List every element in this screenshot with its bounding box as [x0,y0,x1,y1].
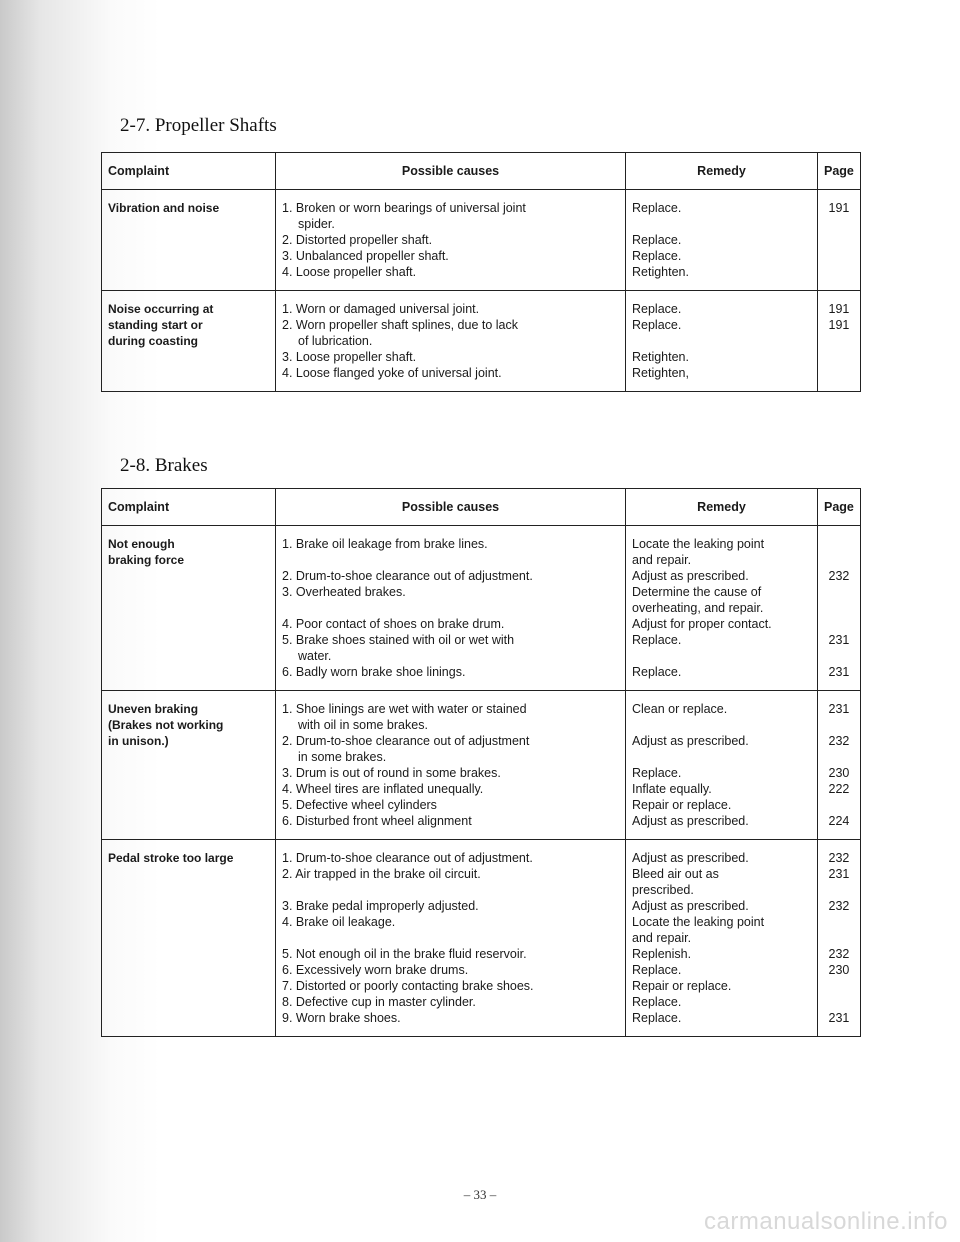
page-ref: 230 [828,963,850,977]
cause-text: 7. Distorted or poorly contacting brake shoes. [282,979,534,993]
header-complaint: Complaint [102,489,276,526]
complaint-cell [102,526,276,691]
page-ref [824,648,854,664]
remedy-text: and repair. [632,931,692,945]
remedy-text: Retighten. [632,350,689,364]
table-header-row [102,489,861,526]
page-ref: 191 [828,302,850,316]
cause-text: 1. Shoe linings are wet with water or stained [282,702,527,716]
page-ref [824,248,854,264]
page-ref [824,930,854,946]
header-page: Page [818,489,861,526]
header-possible-causes: Possible causes [276,153,626,190]
page-ref: 231 [828,1011,850,1025]
cause-text: 5. Brake shoes stained with oil or wet with [282,633,515,647]
remedy-text: Replace. [632,201,682,215]
remedy-text: Locate the leaking point [632,537,765,551]
causes-cell [276,840,626,1037]
cause-text: 4. Poor contact of shoes on brake drum. [282,617,505,631]
brakes-table [101,488,861,1037]
complaint-text: braking force [108,553,185,567]
page-cell [818,190,861,291]
page-ref [824,365,854,381]
remedy-text: Adjust as prescribed. [632,899,749,913]
page-ref [824,216,854,232]
section-title-propeller-shafts: 2-7. Propeller Shafts [120,115,277,136]
remedy-text: Adjust as prescribed. [632,569,749,583]
remedy-text [632,333,811,349]
cause-text: 1. Drum-to-shoe clearance out of adjustment. [282,851,533,865]
cause-text [282,552,619,568]
cause-text: 1. Worn or damaged universal joint. [282,302,480,316]
remedy-text [632,749,811,765]
remedy-text [632,717,811,733]
page-ref [824,264,854,280]
remedy-text: Replace. [632,249,682,263]
page-ref [824,232,854,248]
table-body [102,190,861,392]
table-row [102,840,861,1037]
cause-text [282,600,619,616]
remedy-text: Locate the leaking point [632,915,765,929]
table-row [102,691,861,840]
remedy-text: Retighten, [632,366,689,380]
page-ref: 232 [828,947,850,961]
remedy-text [632,648,811,664]
remedy-cell [626,840,818,1037]
remedy-text: and repair. [632,553,692,567]
complaint-text: Noise occurring at [108,302,214,316]
cause-text: 5. Defective wheel cylinders [282,798,437,812]
remedy-text: Replace. [632,995,682,1009]
remedy-text: overheating, and repair. [632,601,764,615]
section-title-brakes: 2-8. Brakes [120,455,208,476]
causes-cell [276,291,626,392]
cause-text: 4. Brake oil leakage. [282,915,396,929]
header-page: Page [818,153,861,190]
cause-text: in some brakes. [298,750,387,764]
cause-text: 3. Brake pedal improperly adjusted. [282,899,479,913]
complaint-text: Uneven braking [108,702,199,716]
complaint-cell [102,840,276,1037]
page-ref [824,797,854,813]
page-cell [818,691,861,840]
complaint-text: Not enough [108,537,175,551]
cause-text: 8. Defective cup in master cylinder. [282,995,476,1009]
header-remedy: Remedy [626,153,818,190]
page-ref [824,994,854,1010]
cause-text: 3. Loose propeller shaft. [282,350,417,364]
page-ref: 191 [828,318,850,332]
page-ref [824,616,854,632]
remedy-text: Replace. [632,963,682,977]
cause-text: water. [298,649,332,663]
cause-text: spider. [298,217,335,231]
table-body [102,526,861,1037]
page-cell [818,291,861,392]
cause-text: with oil in some brakes. [298,718,428,732]
remedy-cell [626,691,818,840]
remedy-text: Repair or replace. [632,798,732,812]
complaint-text: (Brakes not working [108,718,224,732]
page-ref: 231 [828,633,850,647]
page-ref [824,882,854,898]
remedy-text [632,216,811,232]
cause-text: 3. Drum is out of round in some brakes. [282,766,501,780]
cause-text: 6. Excessively worn brake drums. [282,963,469,977]
remedy-text: Replace. [632,233,682,247]
cause-text [282,882,619,898]
causes-cell [276,526,626,691]
complaint-cell [102,291,276,392]
remedy-text: Retighten. [632,265,689,279]
remedy-text: Determine the cause of [632,585,762,599]
complaint-text: Vibration and noise [108,201,220,215]
remedy-text: Adjust for proper contact. [632,617,772,631]
page-ref [824,349,854,365]
cause-text: 2. Drum-to-shoe clearance out of adjustment [282,734,530,748]
page-ref [824,584,854,600]
remedy-text: Bleed air out as [632,867,719,881]
page-ref [824,717,854,733]
cause-text: 2. Drum-to-shoe clearance out of adjustment. [282,569,533,583]
remedy-text: Adjust as prescribed. [632,851,749,865]
remedy-text: Replenish. [632,947,692,961]
header-remedy: Remedy [626,489,818,526]
remedy-text: Clean or replace. [632,702,728,716]
header-possible-causes: Possible causes [276,489,626,526]
table-header-row [102,153,861,190]
table-row [102,291,861,392]
cause-text: 1. Broken or worn bearings of universal joint [282,201,526,215]
page-ref: 232 [828,899,850,913]
page-ref [824,552,854,568]
complaint-cell [102,691,276,840]
page-cell [818,840,861,1037]
cause-text: 4. Wheel tires are inflated unequally. [282,782,484,796]
page-ref [824,333,854,349]
cause-text: 6. Disturbed front wheel alignment [282,814,472,828]
cause-text: of lubrication. [298,334,373,348]
remedy-cell [626,526,818,691]
cause-text: 2. Distorted propeller shaft. [282,233,433,247]
page-ref: 231 [828,665,850,679]
remedy-text: Replace. [632,1011,682,1025]
table-row [102,526,861,691]
cause-text: 4. Loose flanged yoke of universal joint. [282,366,502,380]
page-number: – 33 – [463,1187,497,1202]
table-row [102,190,861,291]
remedy-text: Inflate equally. [632,782,712,796]
cause-text: 2. Worn propeller shaft splines, due to lack [282,318,519,332]
complaint-text: in unison.) [108,734,169,748]
page-ref: 231 [828,867,850,881]
watermark: carmanualsonline.info [704,1208,948,1235]
propeller-shafts-table [101,152,861,392]
header-complaint: Complaint [102,153,276,190]
remedy-cell [626,190,818,291]
complaint-text: during coasting [108,334,198,348]
remedy-text: Repair or replace. [632,979,732,993]
page-ref: 224 [828,814,850,828]
page-ref: 232 [828,851,850,865]
remedy-text: Replace. [632,633,682,647]
remedy-text: Replace. [632,318,682,332]
cause-text: 5. Not enough oil in the brake fluid reservoir. [282,947,527,961]
page-ref [824,978,854,994]
page-ref [824,600,854,616]
cause-text: 4. Loose propeller shaft. [282,265,417,279]
remedy-cell [626,291,818,392]
cause-text: 2. Air trapped in the brake oil circuit. [282,867,481,881]
page-ref: 232 [828,734,850,748]
cause-text: 6. Badly worn brake shoe linings. [282,665,466,679]
cause-text: 9. Worn brake shoes. [282,1011,401,1025]
complaint-text: standing start or [108,318,203,332]
remedy-text: Replace. [632,766,682,780]
cause-text [282,930,619,946]
page-ref: 222 [828,782,850,796]
complaint-text: Pedal stroke too large [108,851,234,865]
page-ref: 231 [828,702,850,716]
page-ref: 230 [828,766,850,780]
remedy-text: prescribed. [632,883,694,897]
remedy-text: Adjust as prescribed. [632,734,749,748]
cause-text: 1. Brake oil leakage from brake lines. [282,537,488,551]
remedy-text: Replace. [632,665,682,679]
remedy-text: Adjust as prescribed. [632,814,749,828]
causes-cell [276,190,626,291]
cause-text: 3. Overheated brakes. [282,585,406,599]
page-cell [818,526,861,691]
complaint-cell [102,190,276,291]
page-ref: 232 [828,569,850,583]
page-ref: 191 [828,201,850,215]
cause-text: 3. Unbalanced propeller shaft. [282,249,449,263]
page-ref [824,536,854,552]
remedy-text: Replace. [632,302,682,316]
page-ref [824,749,854,765]
page-ref [824,914,854,930]
causes-cell [276,691,626,840]
